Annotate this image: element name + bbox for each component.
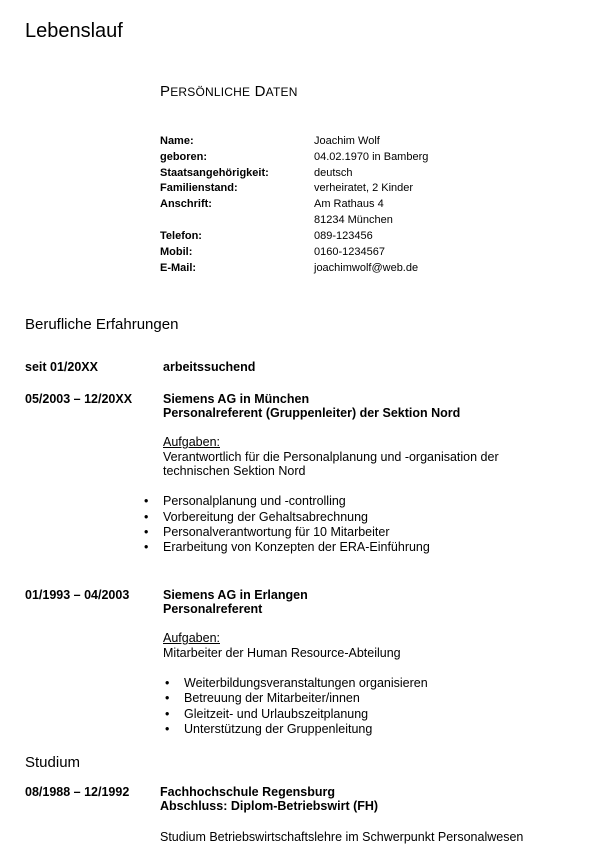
entry-date: seit 01/20XX [25,360,98,374]
list-item [144,494,564,510]
personal-label: Mobil: [160,246,193,258]
bullet-icon: • [165,722,170,736]
list-item-text: Vorbereitung der Gehaltsabrechnung [163,510,369,524]
personal-value: Am Rathaus 4 [314,198,384,210]
personal-value: deutsch [314,167,353,179]
list-item [144,510,564,526]
list-item-text: Unterstützung der Gruppenleitung [184,722,373,736]
list-item-text: Erarbeitung von Konzepten der ERA-Einführung [163,540,430,554]
heading-initial-2: D [254,83,266,100]
tasks-label: Aufgaben: [163,631,220,645]
personal-label: geboren: [160,151,208,163]
tasks-text: Verantwortlich für die Personalplanung und -organisation der [163,450,499,464]
study-heading: Studium [25,754,81,771]
tasks-text: Mitarbeiter der Human Resource-Abteilung [163,646,401,660]
list-item [144,540,564,556]
list-item [165,722,585,738]
personal-value: 81234 München [314,214,393,226]
bullet-icon: • [165,691,170,705]
personal-label: Anschrift: [160,198,212,210]
list-item [165,691,585,707]
list-item-text: Personalplanung und -controlling [163,494,346,508]
study-title: Fachhochschule Regensburg [160,785,336,799]
personal-value: 089-123456 [314,230,373,242]
personal-label: Name: [160,135,194,147]
bullet-icon: • [144,540,149,554]
personal-label: E-Mail: [160,262,197,274]
personal-label: Staatsangehörigkeit: [160,167,269,179]
entry-title: Siemens AG in München [163,392,310,406]
personal-value: 0160-1234567 [314,246,385,258]
list-item-text: Gleitzeit- und Urlaubszeitplanung [184,707,369,721]
heading-initial: P [160,83,171,100]
list-item-text: Weiterbildungsveranstaltungen organisieren [184,676,428,690]
bullet-icon: • [165,707,170,721]
tasks-label: Aufgaben: [163,435,220,449]
bullet-icon: • [144,494,149,508]
study-date: 08/1988 – 12/1992 [25,785,130,799]
entry-title: arbeitssuchend [163,360,256,374]
personal-value: verheiratet, 2 Kinder [314,182,414,194]
personal-value: Joachim Wolf [314,135,380,147]
list-item [165,676,585,692]
heading-rest-2: ATEN [265,85,298,99]
page-title: Lebenslauf [25,20,123,42]
email-value: joachimwolf@web.de [314,262,419,274]
entry-title: Siemens AG in Erlangen [163,588,308,602]
entry-date: 05/2003 – 12/20XX [25,392,133,406]
personal-label: Familienstand: [160,182,238,194]
list-item [144,525,564,541]
experience-heading: Berufliche Erfahrungen [25,316,179,333]
entry-date: 01/1993 – 04/2003 [25,588,130,602]
entry-subtitle: Personalreferent [163,602,263,616]
bullet-icon: • [165,676,170,690]
personal-data-heading [160,83,298,100]
tasks-text: technischen Sektion Nord [163,464,306,478]
study-subtitle: Abschluss: Diplom-Betriebswirt (FH) [160,799,379,813]
list-item [165,707,585,723]
personal-label: Telefon: [160,230,202,242]
heading-rest: ERSÖNLICHE [170,85,251,99]
entry-subtitle: Personalreferent (Gruppenleiter) der Sektion Nord [163,406,461,420]
study-text: Studium Betriebswirtschaftslehre im Schwerpunkt Personalwesen [160,830,524,844]
list-item-text: Betreuung der Mitarbeiter/innen [184,691,360,705]
bullet-icon: • [144,525,149,539]
bullet-icon: • [144,510,149,524]
list-item-text: Personalverantwortung für 10 Mitarbeiter [163,525,390,539]
personal-value: 04.02.1970 in Bamberg [314,151,429,163]
